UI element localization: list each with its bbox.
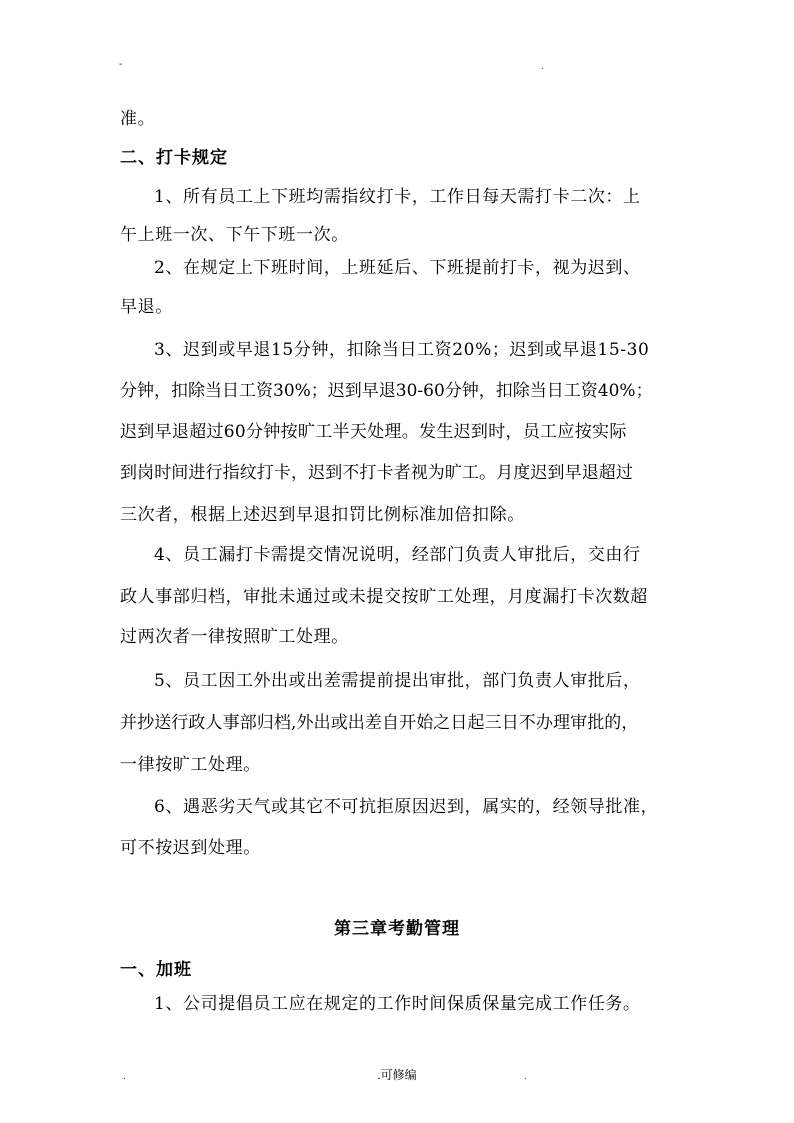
- paragraph-3-line-4: 到岗时间进行指纹打卡，迟到不打卡者视为旷工。月度迟到早退超过: [120, 463, 633, 483]
- header-left-mark: -: [119, 59, 123, 70]
- header-right-mark: .: [541, 61, 544, 72]
- paragraph-3-line-3: 迟到早退超过60分钟按旷工半天处理。发生迟到时，员工应按实际: [120, 422, 627, 442]
- paragraph-5-line-1: 5、员工因工外出或出差需提前提出审批，部门负责人审批后，: [154, 671, 641, 691]
- paragraph-6-line-1: 6、遇恶劣天气或其它不可抗拒原因迟到，属实的，经领导批准，: [154, 797, 659, 817]
- paragraph-3-line-2: 分钟，扣除当日工资30%；迟到早退30-60分钟，扣除当日工资40%；: [120, 381, 653, 401]
- paragraph-3-line-1: 3、迟到或早退15分钟，扣除当日工资20%；迟到或早退15-30: [154, 340, 650, 360]
- paragraph-5-line-3: 一律按旷工处理。: [120, 755, 261, 775]
- paragraph-6-line-2: 可不按迟到处理。: [120, 838, 261, 858]
- paragraph-1-line-1: 1、所有员工上下班均需指纹打卡，工作日每天需打卡二次：上: [154, 187, 641, 207]
- paragraph-2-line-2: 早退。: [120, 297, 173, 317]
- paragraph-1-line-2: 午上班一次、下午下班一次。: [120, 225, 349, 245]
- paragraph-5-line-2: 并抄送行政人事部归档,外出或出差自开始之日起三日不办理审批的，: [120, 713, 639, 733]
- footer-left-mark: .: [123, 1071, 126, 1082]
- section-heading-overtime: 一、加班: [120, 960, 192, 980]
- section-heading-clock-in-rules: 二、打卡规定: [120, 148, 228, 168]
- overtime-paragraph-line-1: 1、公司提倡员工应在规定的工作时间保质保量完成工作任务。: [154, 994, 641, 1014]
- footer-right-mark: .: [524, 1071, 527, 1082]
- footer-editable-note: .可修编: [377, 1068, 417, 1082]
- paragraph-4-line-2: 政人事部归档，审批未通过或未提交按旷工处理，月度漏打卡次数超: [120, 587, 648, 607]
- paragraph-4-line-1: 4、员工漏打卡需提交情况说明，经部门负责人审批后，交由行: [154, 545, 641, 565]
- paragraph-4-line-3: 过两次者一律按照旷工处理。: [120, 627, 349, 647]
- text-line-continuation: 准。: [120, 109, 156, 129]
- chapter-title: 第三章考勤管理: [334, 919, 460, 939]
- paragraph-3-line-5: 三次者，根据上述迟到早退扣罚比例标准加倍扣除。: [120, 505, 525, 525]
- paragraph-2-line-1: 2、在规定上下班时间，上班延后、下班提前打卡，视为迟到、: [154, 258, 641, 278]
